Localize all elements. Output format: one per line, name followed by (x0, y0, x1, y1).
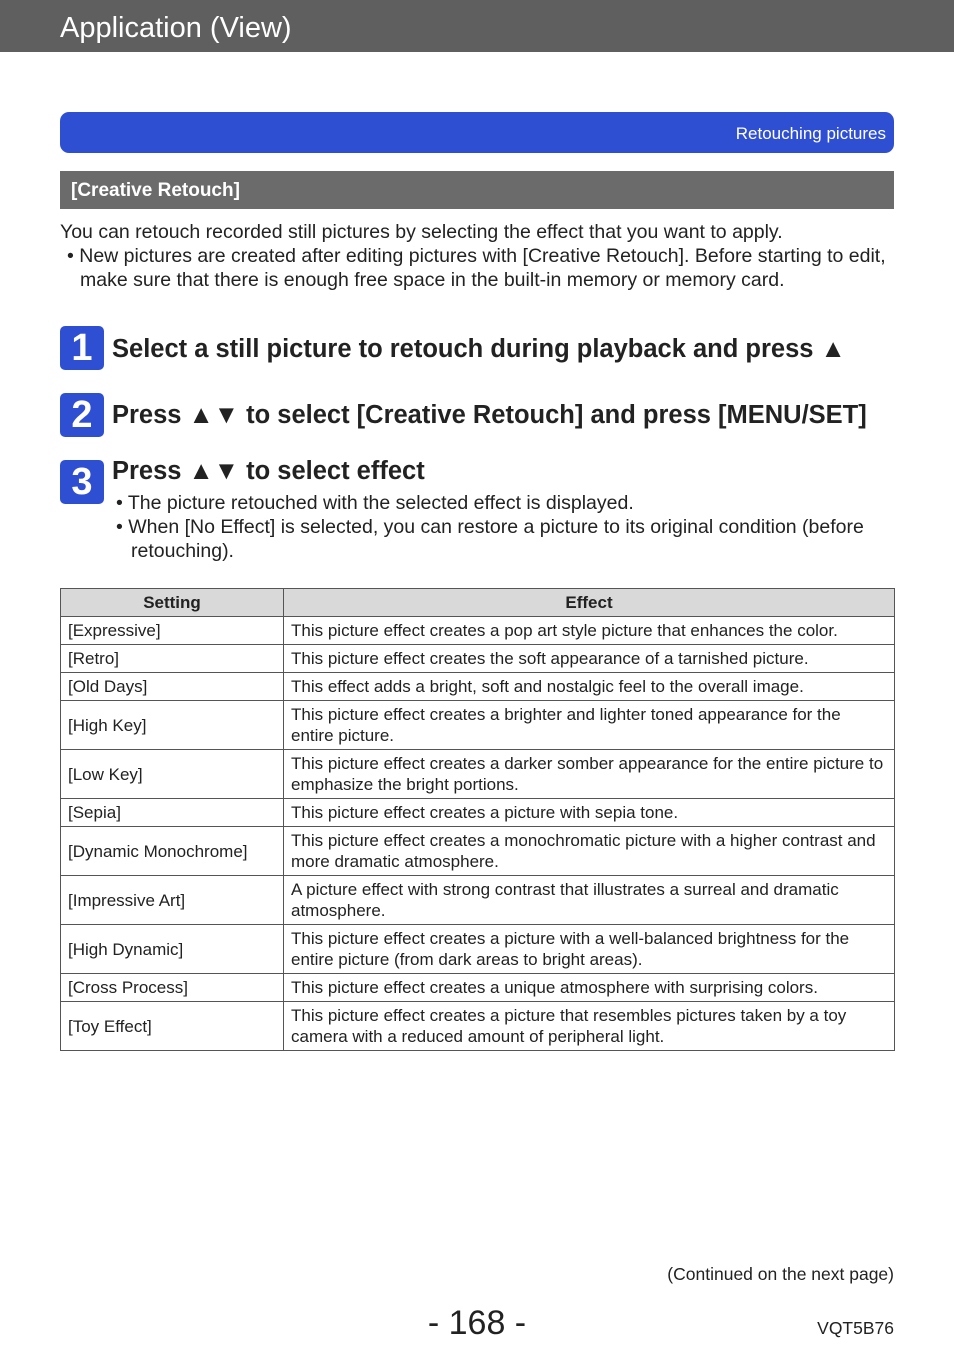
section-heading-label: [Creative Retouch] (71, 180, 240, 201)
document-code: VQT5B76 (817, 1318, 894, 1338)
effect-cell: This picture effect creates a brighter and lighter toned appearance for the entire picture. (284, 701, 895, 750)
intro (60, 220, 894, 292)
step-number-badge: 1 (60, 326, 104, 370)
step-note: • The picture retouched with the selected effect is displayed. (116, 492, 634, 514)
setting-cell: [Cross Process] (61, 974, 284, 1002)
step-note: • When [No Effect] is selected, you can restore a picture to its original condition (before retouching). (116, 516, 864, 562)
page-number: - 168 - (427, 1304, 527, 1342)
table-header-row (61, 589, 895, 617)
effect-cell: A picture effect with strong contrast that illustrates a surreal and dramatic atmosphere. (284, 876, 895, 925)
setting-cell: [High Dynamic] (61, 925, 284, 974)
step-text: Select a still picture to retouch during playback and press ▲ (112, 335, 846, 363)
intro-text: You can retouch recorded still pictures by selecting the effect that you want to apply. (60, 221, 783, 243)
header-bar (0, 0, 954, 52)
table-row (61, 925, 895, 974)
table-row (61, 701, 895, 750)
table-row (61, 750, 895, 799)
setting-cell: [Retro] (61, 645, 284, 673)
effect-cell: This picture effect creates a monochromatic picture with a higher contrast and more dramatic atmosphere. (284, 827, 895, 876)
effect-cell: This picture effect creates a pop art style picture that enhances the color. (284, 617, 895, 645)
column-header-setting: Setting (61, 589, 284, 617)
step-number-badge: 3 (60, 460, 104, 504)
section-heading (60, 171, 894, 209)
step-text: Press ▲▼ to select [Creative Retouch] and press [MENU/SET] (112, 401, 867, 429)
table-row (61, 799, 895, 827)
effect-cell: This effect adds a bright, soft and nostalgic feel to the overall image. (284, 673, 895, 701)
setting-cell: [Low Key] (61, 750, 284, 799)
table-row (61, 827, 895, 876)
setting-cell: [Impressive Art] (61, 876, 284, 925)
setting-cell: [Dynamic Monochrome] (61, 827, 284, 876)
table-row (61, 974, 895, 1002)
setting-cell: [Old Days] (61, 673, 284, 701)
table-row (61, 617, 895, 645)
effect-cell: This picture effect creates a picture with a well-balanced brightness for the entire picture (from dark areas to bright areas). (284, 925, 895, 974)
effect-cell: This picture effect creates the soft appearance of a tarnished picture. (284, 645, 895, 673)
step-text: Press ▲▼ to select effect (112, 457, 425, 485)
effect-cell: This picture effect creates a picture with sepia tone. (284, 799, 895, 827)
setting-cell: [Expressive] (61, 617, 284, 645)
effect-cell: This picture effect creates a darker somber appearance for the entire picture to emphasize the bright portions. (284, 750, 895, 799)
setting-cell: [High Key] (61, 701, 284, 750)
effect-cell: This picture effect creates a picture that resembles pictures taken by a toy camera with a reduced amount of peripheral light. (284, 1002, 895, 1051)
column-header-effect: Effect (284, 589, 895, 617)
table-row (61, 645, 895, 673)
setting-cell: [Toy Effect] (61, 1002, 284, 1051)
continued-note: (Continued on the next page) (667, 1264, 894, 1284)
intro-bullet: • New pictures are created after editing pictures with [Creative Retouch]. Before starting to edit, make sure that there is enough free space in the built-in memory or memory card. (67, 245, 886, 291)
setting-cell: [Sepia] (61, 799, 284, 827)
step-number-badge: 2 (60, 393, 104, 437)
effects-table (60, 588, 895, 1051)
table-row (61, 1002, 895, 1051)
step-3-notes (116, 491, 906, 563)
section-tab-label: Retouching pictures (735, 124, 886, 143)
table-row (61, 673, 895, 701)
table-row (61, 876, 895, 925)
effect-cell: This picture effect creates a unique atmosphere with surprising colors. (284, 974, 895, 1002)
section-tab (60, 112, 894, 153)
header-title: Application (View) (60, 12, 292, 44)
